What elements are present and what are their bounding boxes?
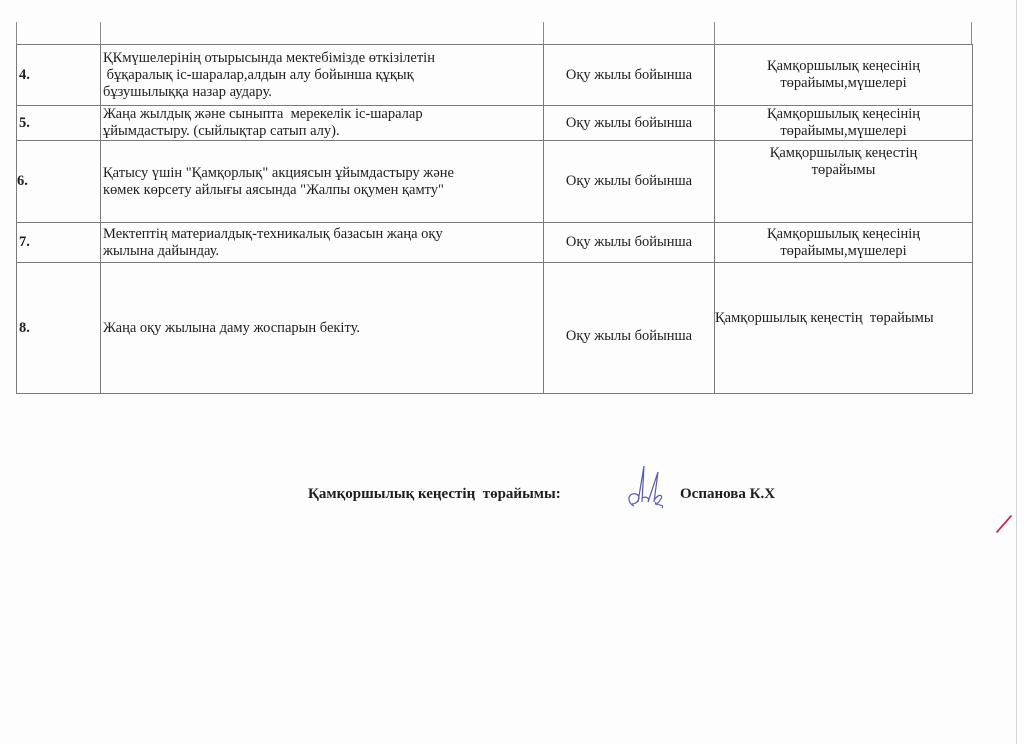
event-line: бұзушылыққа назар аудару. xyxy=(103,83,272,100)
table-top-border-stub xyxy=(543,22,544,44)
deadline-cell: Оқу жылы бойынша xyxy=(544,223,715,263)
event-line: ұйымдастыру. (сыйлықтар сатып алу). xyxy=(103,123,340,139)
responsible-line: төрайымы,мүшелері xyxy=(780,123,907,139)
responsible-cell xyxy=(715,263,973,394)
event-cell xyxy=(101,263,544,394)
responsible-line: Қамқоршылық кеңесінің xyxy=(766,58,921,74)
deadline-cell: Оқу жылы бойынша xyxy=(544,263,715,394)
signatory-title: Қамқоршылық кеңестің төрайымы: xyxy=(308,486,561,502)
deadline-cell: Оқу жылы бойынша xyxy=(544,45,715,106)
table-row xyxy=(17,263,973,394)
deadline-cell: Оқу жылы бойынша xyxy=(544,106,715,141)
responsible-line: Қамқоршылық кеңесінің xyxy=(766,225,921,242)
event-line: Жаңа жылдық және сыныпта мерекелік іс-шаралар xyxy=(103,106,423,122)
responsible-line: Қамқоршылық кеңестің xyxy=(769,145,918,161)
row-number: 4. xyxy=(17,45,101,106)
responsible-cell xyxy=(715,141,973,223)
responsible-line: Қамқоршылық кеңестің төрайымы xyxy=(715,309,934,326)
event-cell xyxy=(101,141,544,223)
event-line: Мектептің материалдық-техникалық базасын жаңа оқу xyxy=(103,225,443,242)
event-line: бұқаралық іс-шаралар,алдын алу бойынша құқық xyxy=(103,66,414,83)
table-top-border-stub xyxy=(714,22,715,44)
signature-block xyxy=(308,482,808,522)
event-cell xyxy=(101,223,544,263)
handwritten-signature xyxy=(620,462,670,512)
event-cell xyxy=(101,106,544,141)
plan-table xyxy=(16,44,973,394)
table-row xyxy=(17,45,973,106)
row-number: 8. xyxy=(17,263,101,394)
responsible-line: төрайымы,мүшелері xyxy=(780,75,907,91)
event-line: Қатысу үшін "Қамқорлық" акциясын ұйымдастыру және xyxy=(103,164,454,181)
responsible-cell xyxy=(715,223,973,263)
responsible-cell xyxy=(715,45,973,106)
event-line: Жаңа оқу жылына даму жоспарын бекіту. xyxy=(103,319,361,336)
row-number: 5. xyxy=(17,106,101,141)
responsible-line: төрайымы,мүшелері xyxy=(780,242,907,259)
responsible-line: төрайымы xyxy=(811,162,876,178)
table-row xyxy=(17,106,973,141)
signatory-name: Оспанова К.Х xyxy=(680,486,776,502)
table-top-border-stub xyxy=(16,22,17,44)
responsible-cell xyxy=(715,106,973,141)
row-number: 7. xyxy=(17,223,101,263)
table-top-border-stub xyxy=(971,22,972,44)
table-row xyxy=(17,223,973,263)
red-pen-mark xyxy=(994,512,1014,536)
event-line: ҚКмүшелерінің отырысында мектебімізде өткізілетін xyxy=(103,49,435,66)
deadline-cell: Оқу жылы бойынша xyxy=(544,141,715,223)
event-line: жылына дайындау. xyxy=(103,242,220,259)
event-cell xyxy=(101,45,544,106)
table-row xyxy=(17,141,973,223)
table-top-border-stub xyxy=(100,22,101,44)
scan-page-edge xyxy=(1016,0,1017,744)
row-number: 6. xyxy=(17,141,101,223)
event-line: көмек көрсету айлығы аясында "Жалпы оқумен қамту" xyxy=(103,181,444,198)
responsible-line: Қамқоршылық кеңесінің xyxy=(766,106,921,122)
